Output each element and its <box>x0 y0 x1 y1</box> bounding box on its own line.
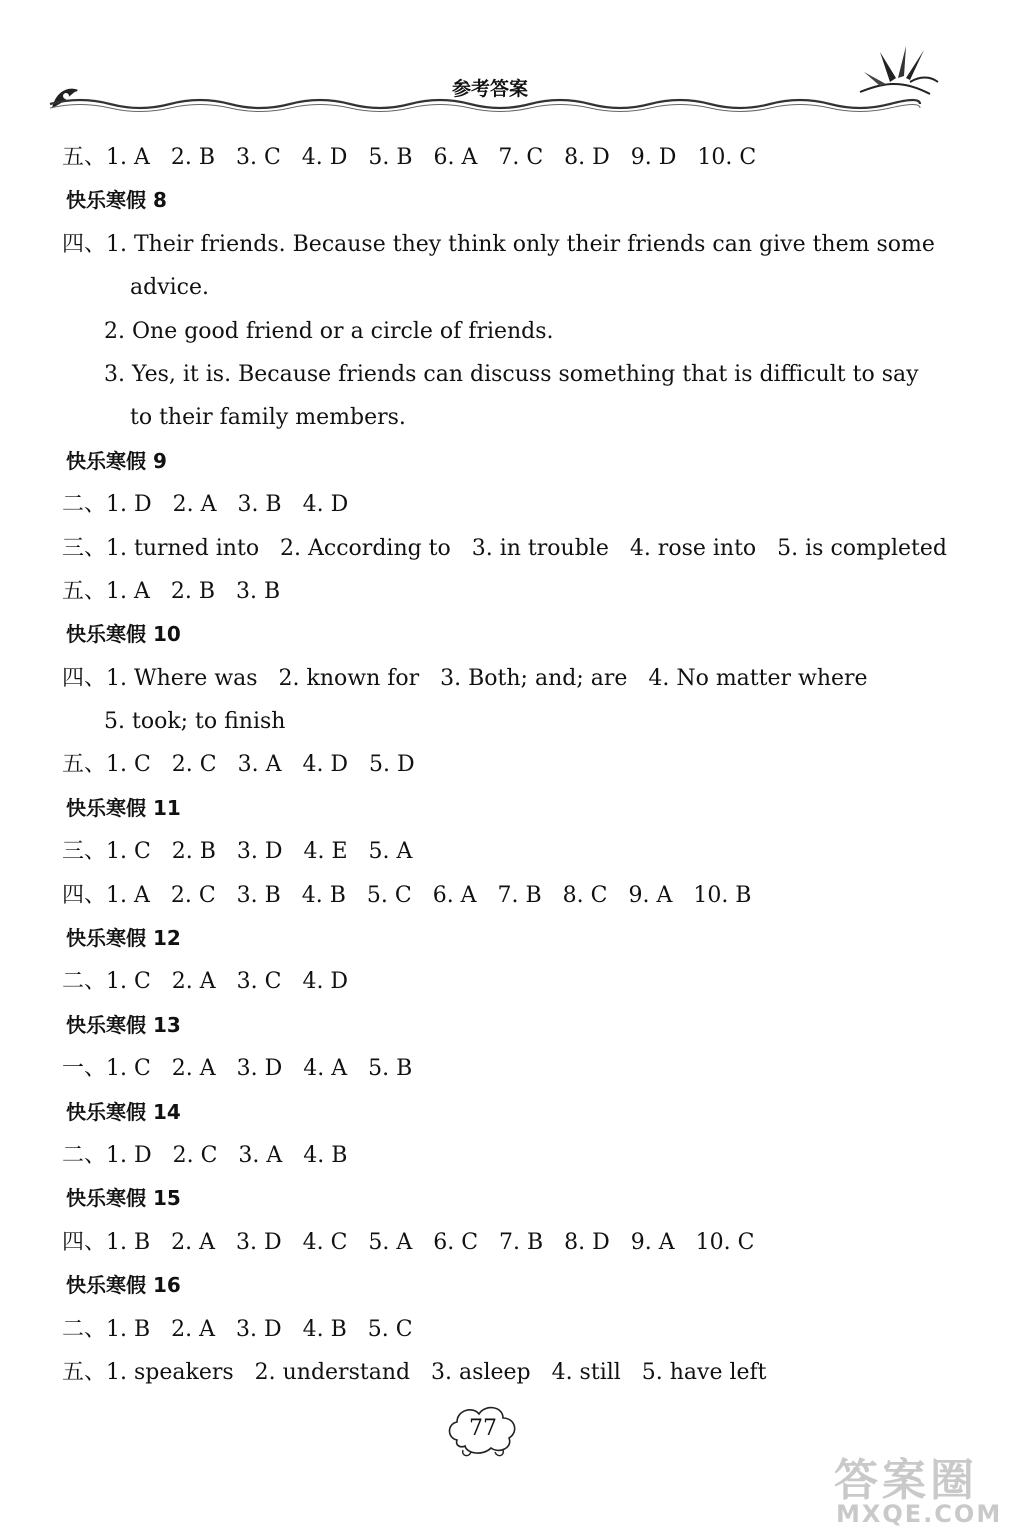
answer-line: 四、1. A 2. C 3. B 4. B 5. C 6. A 7. B 8. C 9. A 10. B <box>62 882 752 908</box>
answer-line: 四、1. Where was 2. known for 3. Both; and; are 4. No matter where <box>62 665 868 691</box>
section-heading: 快乐寒假 9 <box>66 448 167 473</box>
answer-line: 二、1. B 2. A 3. D 4. B 5. C <box>62 1316 413 1342</box>
section-heading: 快乐寒假 16 <box>66 1273 181 1298</box>
section-heading: 快乐寒假 12 <box>66 926 181 951</box>
page-number-badge <box>443 1400 523 1460</box>
page-title: 参考答案 <box>451 78 528 100</box>
answer-line: 5. took; to finish <box>104 709 286 735</box>
answer-line: 四、1. Their friends. Because they think only their friends can give them some <box>62 231 935 257</box>
bird-of-paradise-ornament-icon <box>850 42 940 102</box>
answer-line: 二、1. D 2. A 3. B 4. D <box>62 492 349 518</box>
answer-line: to their family members. <box>130 405 406 431</box>
answer-line: 一、1. C 2. A 3. D 4. A 5. B <box>62 1056 413 1082</box>
section-heading: 快乐寒假 8 <box>66 188 167 213</box>
answer-line: 五、1. C 2. C 3. A 4. D 5. D <box>62 752 415 778</box>
answer-line: 五、1. speakers 2. understand 3. asleep 4. still 5. have left <box>62 1359 767 1385</box>
site-watermark <box>800 1440 1010 1536</box>
watermark-url: MXQE.COM <box>836 1500 1003 1528</box>
answer-key-content <box>62 136 962 1394</box>
section-heading: 快乐寒假 11 <box>66 795 181 820</box>
answer-line: 二、1. C 2. A 3. C 4. D <box>62 969 349 995</box>
section-heading: 快乐寒假 14 <box>66 1099 181 1124</box>
answer-line: 3. Yes, it is. Because friends can discuss something that is difficult to say <box>104 361 919 387</box>
answer-line: 四、1. B 2. A 3. D 4. C 5. A 6. C 7. B 8. D 9. A 10. C <box>62 1229 755 1255</box>
section-heading: 快乐寒假 15 <box>66 1186 181 1211</box>
answer-line: 2. One good friend or a circle of friends. <box>104 318 554 344</box>
section-heading: 快乐寒假 10 <box>66 622 181 647</box>
page-number: 77 <box>469 1416 497 1441</box>
answer-line: 二、1. D 2. C 3. A 4. B <box>62 1142 348 1168</box>
watermark-logo-text: 答案圈 <box>834 1455 978 1506</box>
answer-line: 三、1. turned into 2. According to 3. in trouble 4. rose into 5. is completed <box>62 535 947 561</box>
header-wavy-rule <box>40 94 940 114</box>
answer-line: 五、1. A 2. B 3. B <box>62 578 281 604</box>
answer-line: advice. <box>130 275 209 301</box>
answer-line: 五、1. A 2. B 3. C 4. D 5. B 6. A 7. C 8. D 9. D 10. C <box>62 145 757 170</box>
answer-line: 三、1. C 2. B 3. D 4. E 5. A <box>62 839 413 865</box>
section-heading: 快乐寒假 13 <box>66 1012 181 1037</box>
